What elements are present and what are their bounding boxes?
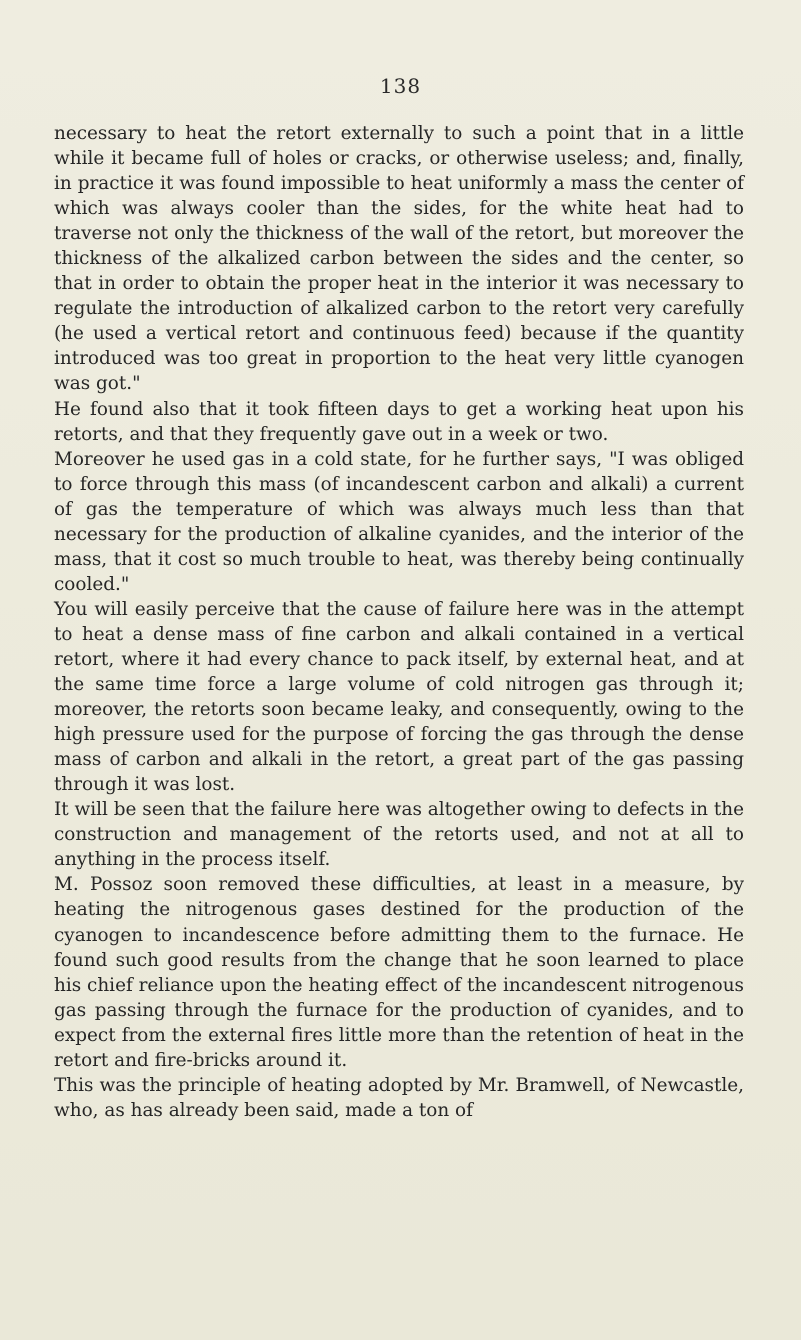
paragraph: Moreover he used gas in a cold state, for he further says, "I was obliged to force through this mass (of incandescent carbon and alkali) a current of gas the temperature of which was always much less than that necessary for the production of alkaline cyanides, and the interior of the mass, that it cost so much trouble to heat, was thereby being continually cooled." [54, 448, 744, 595]
paragraph: M. Possoz soon removed these difficulties, at least in a measure, by heating the nitrogenous gases destined for the production of the cyanogen to incandescence before admitting them to the furnace. He found such good results from the change that he soon learned to place his chief reliance upon the heating effect of the incandescent nitrogenous gas passing through the furnace for the production of cyanides, and to expect from the external fires little more than the retention of heat in the retort and fire-bricks around it. [54, 874, 744, 1071]
paragraph: He found also that it took fifteen days to get a working heat upon his retorts, and that they frequently gave out in a week or two. [54, 398, 744, 445]
paragraph: necessary to heat the retort externally to such a point that in a little while it became full of holes or cracks, or otherwise useless; and, finally, in practice it was found impossible to heat uniformly a mass the center of which was always cooler than the sides, for the white heat had to traverse not only the thickness of the wall of the retort, but moreover the thickness of the alkalized carbon between the sides and the center, so that in order to obtain the proper heat in the interior it was necessary to regulate the introduction of alkalized carbon to the retort very carefully (he used a vertical retort and continuous feed) because if the quantity introduced was too great in proportion to the heat very little cyanogen was got." [54, 123, 744, 395]
paragraph: You will easily perceive that the cause of failure here was in the attempt to heat a dense mass of fine carbon and alkali contained in a vertical retort, where it had every chance to pack itself, by external heat, and at the same time force a large volume of cold nitrogen gas through it; moreover, the retorts soon became leaky, and consequently, owing to the high pressure used for the purpose of forcing the gas through the dense mass of carbon and alkali in the retort, a great part of the gas passing through it was lost. [54, 598, 744, 796]
paragraph: This was the principle of heating adopted by Mr. Bramwell, of Newcastle, who, as has already been said, made a ton of [54, 1074, 744, 1121]
body-text [54, 121, 744, 1123]
page-number: 138 [379, 74, 422, 98]
paragraph: It will be seen that the failure here was altogether owing to defects in the construction and management of the retorts used, and not at all to anything in the process itself. [54, 799, 744, 871]
